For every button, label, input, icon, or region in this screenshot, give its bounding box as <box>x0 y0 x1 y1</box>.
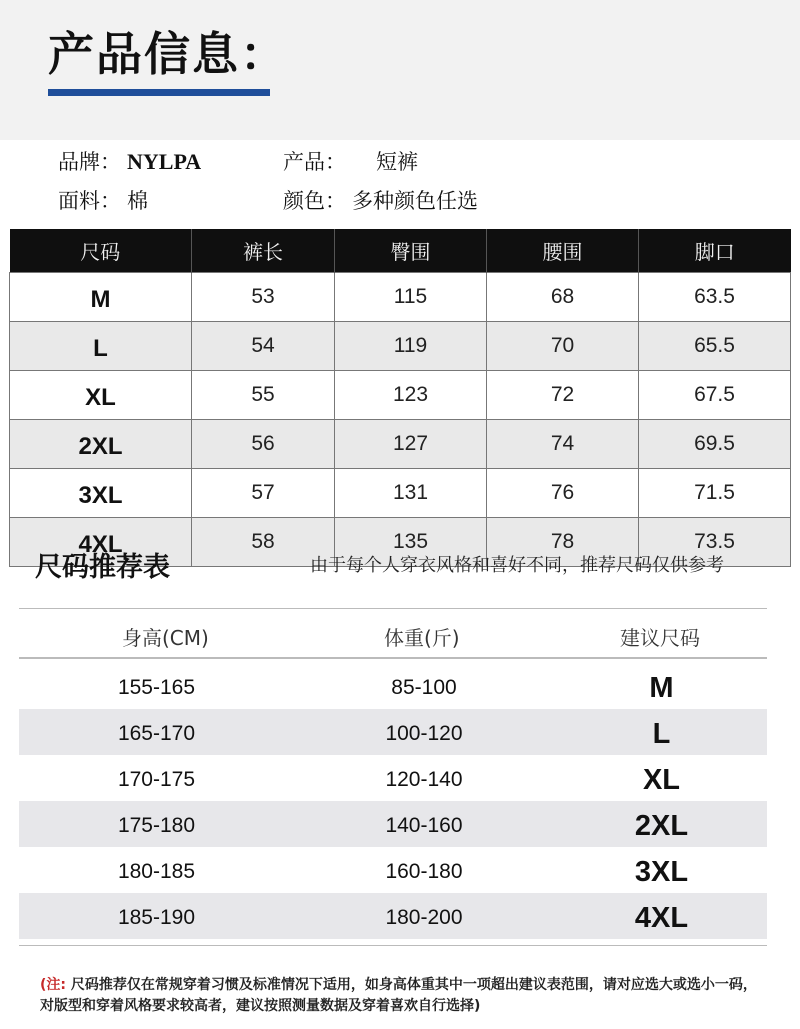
fabric-value: 棉 <box>127 189 148 213</box>
table-row <box>19 663 767 709</box>
table-row <box>10 322 791 371</box>
hip-cell: 135 <box>335 518 487 567</box>
weight-cell: 140-160 <box>385 814 463 837</box>
fabric-label: 面料： <box>58 189 121 213</box>
suggested-size-cell: 4XL <box>634 902 689 934</box>
table-row <box>19 847 767 893</box>
footnote <box>40 975 760 1017</box>
height-cell: 175-180 <box>117 814 196 837</box>
waist-cell: 70 <box>487 322 639 371</box>
size-cell: L <box>10 322 192 371</box>
length-col-header: 裤长 <box>192 229 335 273</box>
brand-label: 品牌： <box>58 150 121 174</box>
recommend-bottom-divider <box>19 945 767 946</box>
waist-cell: 78 <box>487 518 639 567</box>
suggested-size-col-header: 建议尺码 <box>620 626 700 650</box>
weight-cell: 180-200 <box>385 906 463 929</box>
table-row <box>19 893 767 939</box>
table-row <box>10 469 791 518</box>
suggested-size-cell: M <box>649 672 674 704</box>
waist-cell: 74 <box>487 420 639 469</box>
footnote-prefix: (注: <box>40 977 66 993</box>
product-label: 产品： <box>283 150 346 174</box>
hip-cell: 119 <box>335 322 487 371</box>
size-cell: 2XL <box>10 420 192 469</box>
color-info <box>283 185 478 215</box>
length-cell: 56 <box>192 420 335 469</box>
height-col-header: 身高(CM) <box>122 626 209 650</box>
page-title: 产品信息： <box>48 27 288 81</box>
waist-cell: 68 <box>487 273 639 322</box>
recommend-top-divider <box>19 608 767 609</box>
suggested-size-cell: 3XL <box>634 856 689 888</box>
color-label: 颜色： <box>283 189 346 213</box>
weight-col-header: 体重(斤) <box>384 626 460 650</box>
hem-col-header: 脚口 <box>639 229 791 273</box>
product-value: 短裤 <box>376 150 418 174</box>
height-cell: 185-190 <box>117 906 196 929</box>
size-table <box>9 229 791 567</box>
size-cell: 3XL <box>10 469 192 518</box>
title-underline <box>48 89 270 96</box>
suggested-size-cell: XL <box>642 764 681 796</box>
table-row <box>19 709 767 755</box>
height-cell: 170-175 <box>117 768 196 791</box>
height-cell: 155-165 <box>117 676 196 699</box>
height-cell: 180-185 <box>117 860 196 883</box>
length-cell: 54 <box>192 322 335 371</box>
hip-cell: 131 <box>335 469 487 518</box>
hem-cell: 69.5 <box>639 420 791 469</box>
hip-cell: 115 <box>335 273 487 322</box>
footnote-text: 尺码推荐仅在常规穿着习惯及标准情况下适用，如身高体重其中一项超出建议表范围，请对应选大或选小一码，对版型和穿着风格要求较高者，建议按照测量数据及穿着喜欢自行选择) <box>40 977 757 1014</box>
hem-cell: 73.5 <box>639 518 791 567</box>
hip-col-header: 臀围 <box>335 229 487 273</box>
height-cell: 165-170 <box>117 722 196 745</box>
size-cell: M <box>10 273 192 322</box>
length-cell: 55 <box>192 371 335 420</box>
recommend-note: 由于每个人穿衣风格和喜好不同，推荐尺码仅供参考 <box>310 555 724 576</box>
hip-cell: 127 <box>335 420 487 469</box>
table-row <box>19 801 767 847</box>
waist-cell: 72 <box>487 371 639 420</box>
weight-cell: 100-120 <box>385 722 463 745</box>
weight-cell: 85-100 <box>391 676 457 699</box>
table-row <box>10 371 791 420</box>
brand-info <box>58 146 201 176</box>
length-cell: 53 <box>192 273 335 322</box>
hem-cell: 67.5 <box>639 371 791 420</box>
size-cell: XL <box>10 371 192 420</box>
suggested-size-cell: 2XL <box>634 810 689 842</box>
size-table-header-row <box>10 229 791 273</box>
table-row <box>19 755 767 801</box>
waist-cell: 76 <box>487 469 639 518</box>
product-info <box>283 146 418 176</box>
color-value: 多种颜色任选 <box>352 189 478 213</box>
size-cell: 4XL <box>10 518 192 567</box>
recommend-title: 尺码推荐表 <box>35 552 170 583</box>
hem-cell: 63.5 <box>639 273 791 322</box>
length-cell: 58 <box>192 518 335 567</box>
length-cell: 57 <box>192 469 335 518</box>
fabric-info <box>58 185 148 215</box>
table-row <box>10 420 791 469</box>
size-col-header: 尺码 <box>10 229 192 273</box>
weight-cell: 120-140 <box>385 768 463 791</box>
waist-col-header: 腰围 <box>487 229 639 273</box>
weight-cell: 160-180 <box>385 860 463 883</box>
table-row <box>10 273 791 322</box>
recommend-header-divider <box>19 657 767 659</box>
hem-cell: 71.5 <box>639 469 791 518</box>
brand-value: NYLPA <box>127 149 202 174</box>
suggested-size-cell: L <box>652 718 671 750</box>
hip-cell: 123 <box>335 371 487 420</box>
hem-cell: 65.5 <box>639 322 791 371</box>
